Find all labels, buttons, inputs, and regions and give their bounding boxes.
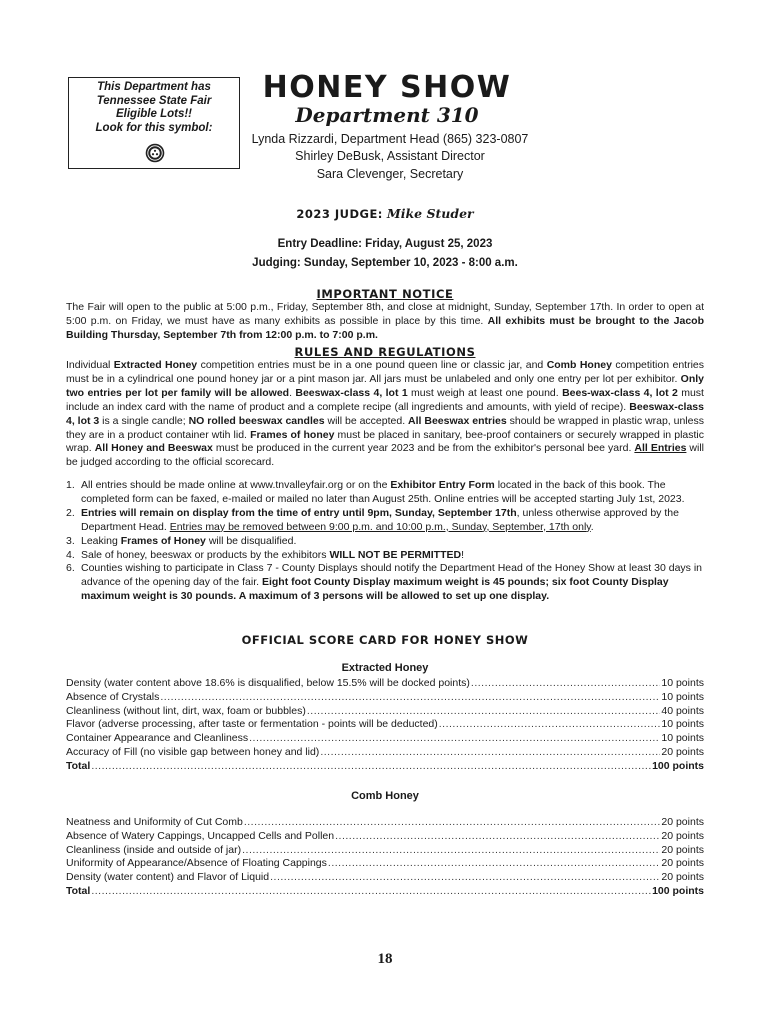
bold-text: Only two entries per lot per family will be allowed bbox=[66, 372, 704, 399]
important-notice-heading: IMPORTANT NOTICE bbox=[316, 287, 454, 301]
state-fair-notice-line: This Department has bbox=[97, 81, 211, 93]
dot-leader bbox=[91, 885, 651, 899]
dot-leader bbox=[328, 857, 660, 871]
text-segment: competition entries must be in a one pound queen line or classic jar, and bbox=[197, 359, 547, 371]
text-segment: Individual bbox=[66, 359, 114, 371]
score-points: 20 points bbox=[661, 843, 704, 856]
dot-leader bbox=[335, 830, 660, 844]
state-fair-notice-line: Look for this symbol: bbox=[95, 121, 213, 134]
score-points: 20 points bbox=[661, 829, 704, 842]
score-points: 20 points bbox=[661, 816, 704, 828]
comb-honey-heading: Comb Honey bbox=[351, 790, 419, 802]
rule-number: 6. bbox=[66, 562, 75, 575]
score-row bbox=[66, 691, 704, 705]
bold-text: Eight foot County Display maximum weight is 45 pounds; six foot County Display maximum weight is 30 pounds. A maximum of 3 persons will be allowed to set up one display. bbox=[81, 576, 669, 603]
rule-item bbox=[66, 549, 706, 563]
text-segment: is a single candle; bbox=[99, 414, 189, 427]
entry-deadline: Entry Deadline: Friday, August 25, 2023 bbox=[277, 238, 493, 250]
score-row bbox=[66, 746, 704, 760]
score-criterion: Cleanliness (inside and outside of jar) bbox=[66, 843, 242, 856]
score-criterion: Density (water content) and Flavor of Liquid bbox=[66, 871, 270, 884]
rule-number: 1. bbox=[66, 479, 75, 491]
state-fair-notice-line: Eligible Lots!! bbox=[115, 108, 193, 120]
score-card-title: OFFICIAL SCORE CARD FOR HONEY SHOW bbox=[241, 633, 529, 647]
page-title: HONEY SHOW bbox=[262, 70, 512, 105]
score-points: 40 points bbox=[661, 704, 704, 717]
dot-leader bbox=[244, 816, 661, 830]
department-number: Department 310 bbox=[295, 103, 479, 127]
extracted-honey-score-table bbox=[66, 677, 704, 774]
rules-heading: RULES AND REGULATIONS bbox=[294, 345, 476, 359]
score-total-label: Total bbox=[66, 759, 91, 772]
bold-text: Frames of Honey bbox=[120, 534, 206, 547]
score-criterion: Uniformity of Appearance/Absence of Floating Cappings bbox=[66, 857, 327, 870]
score-total-row bbox=[66, 885, 704, 899]
rule-item bbox=[66, 507, 706, 535]
text-segment: located in the back of this book. The completed form can be faxed, e-mailed or mailed no later than August 25th. Online entries will be accepted starting July 1st, 2023. bbox=[81, 479, 685, 505]
rule-item bbox=[66, 562, 706, 604]
dot-leader bbox=[439, 718, 661, 732]
score-criterion: Density (water content above 18.6% is disqualified, below 15.5% will be docked points) bbox=[66, 677, 470, 689]
score-row bbox=[66, 705, 704, 719]
dot-leader bbox=[160, 691, 660, 705]
score-row bbox=[66, 871, 704, 885]
text-segment: competition entries must be in a cylindrical one pound honey jar or a pint mason jar. All jars must be unlabeled and only one entry per lot per exhibitor. bbox=[66, 359, 704, 385]
score-criterion: Cleanliness (without lint, dirt, wax, foam or bubbles) bbox=[66, 704, 306, 717]
dot-leader bbox=[471, 677, 660, 691]
score-points: 10 points bbox=[661, 718, 704, 731]
extracted-honey-heading: Extracted Honey bbox=[341, 662, 429, 674]
score-points: 20 points bbox=[661, 871, 704, 884]
judge-label: 2023 JUDGE: bbox=[296, 207, 383, 221]
state-fair-notice-line: Tennessee State Fair bbox=[96, 94, 212, 107]
score-row bbox=[66, 732, 704, 746]
score-points: 10 points bbox=[661, 690, 704, 703]
judge-name: Mike Studer bbox=[386, 206, 474, 221]
dot-leader bbox=[320, 746, 660, 760]
judge-line bbox=[230, 205, 540, 223]
dot-leader bbox=[91, 760, 651, 774]
score-total-row bbox=[66, 760, 704, 774]
bold-text: All Beeswax entries bbox=[408, 414, 507, 427]
score-points: 20 points bbox=[661, 745, 704, 758]
bold-text: Entries will remain on display from the time of entry until 9pm, Sunday, September 17th bbox=[81, 506, 517, 519]
rule-number: 4. bbox=[66, 548, 75, 561]
text-segment: must be placed in sanitary, bee-proof containers or securely wrapped in plastic wrap. bbox=[66, 428, 704, 455]
rule-item bbox=[66, 479, 706, 507]
bold-text: All Entries bbox=[634, 442, 687, 455]
text-segment: . bbox=[590, 520, 594, 533]
text-segment: . bbox=[289, 386, 296, 399]
score-total-points: 100 points bbox=[652, 884, 704, 897]
score-criterion: Container Appearance and Cleanliness bbox=[66, 732, 249, 745]
text-segment: will be disqualified. bbox=[205, 534, 297, 547]
dot-leader bbox=[307, 705, 661, 719]
dot-leader bbox=[242, 844, 660, 858]
score-criterion: Absence of Watery Cappings, Uncapped Cells and Pollen bbox=[66, 829, 335, 842]
rules-paragraph bbox=[66, 359, 704, 470]
important-notice-text bbox=[66, 301, 704, 343]
score-row bbox=[66, 857, 704, 871]
text-segment: All entries should be made online at www.tnvalleyfair.org or on the bbox=[81, 479, 391, 491]
text-segment: will be accepted. bbox=[324, 414, 409, 427]
score-points: 10 points bbox=[661, 732, 704, 745]
important-notice-body: The Fair will open to the public at 5:00 p.m., Friday, September 8th, and close at midnight, Sunday, September 17th. In order to open at 5:00 p.m. on Friday, we must have as many exhibits as possible in place by this time. bbox=[66, 301, 704, 327]
bold-text: WILL NOT BE PERMITTED bbox=[329, 548, 462, 561]
text-segment: must be produced in the current year 2023 and be from the exhibitor's personal bee yard. bbox=[212, 442, 635, 455]
score-criterion: Accuracy of Fill (no visible gap between honey and lid) bbox=[66, 745, 320, 758]
rule-number: 2. bbox=[66, 506, 75, 519]
text-segment: , unless otherwise approved by the Department Head. bbox=[81, 506, 679, 533]
score-criterion: Neatness and Uniformity of Cut Comb bbox=[66, 816, 243, 828]
score-row bbox=[66, 830, 704, 844]
text-segment: should be wrapped in plastic wrap, unless they are in a product container wtih lid. bbox=[66, 414, 704, 441]
page-number: 18 bbox=[377, 951, 393, 967]
department-head: Lynda Rizzardi, Department Head (865) 323-0807 bbox=[251, 132, 529, 146]
score-criterion: Absence of Crystals bbox=[66, 690, 160, 703]
score-points: 20 points bbox=[661, 857, 704, 870]
text-segment: Leaking bbox=[81, 534, 121, 547]
score-criterion: Flavor (adverse processing, after taste or fermentation - points will be deducted) bbox=[66, 718, 438, 731]
text-segment: Sale of honey, beeswax or products by the exhibitors bbox=[81, 548, 330, 561]
rule-item bbox=[66, 535, 706, 549]
bold-text: Extracted Honey bbox=[113, 359, 198, 371]
tennessee-state-seal-icon bbox=[145, 143, 165, 163]
score-row bbox=[66, 816, 704, 830]
judging-date: Judging: Sunday, September 10, 2023 - 8:00 a.m. bbox=[252, 257, 518, 269]
assistant-director: Shirley DeBusk, Assistant Director bbox=[295, 149, 485, 163]
comb-honey-score-table bbox=[66, 816, 704, 899]
bold-text: Bees-wax-class 4, lot 2 bbox=[562, 386, 678, 399]
score-points: 10 points bbox=[661, 677, 704, 689]
score-total-label: Total bbox=[66, 884, 91, 897]
important-notice-bold: All exhibits must be brought to the Jacob Building Thursday, September 7th from 12:00 p.m. to 7:00 p.m. bbox=[66, 314, 705, 341]
bold-text: Beeswax-class 4, lot 3 bbox=[66, 400, 704, 427]
rule-number: 3. bbox=[66, 534, 75, 547]
dot-leader bbox=[270, 871, 660, 885]
score-row bbox=[66, 677, 704, 691]
state-fair-notice-box bbox=[68, 77, 240, 169]
text-segment: ! bbox=[461, 548, 465, 561]
bold-text: Exhibitor Entry Form bbox=[390, 479, 495, 491]
score-row bbox=[66, 718, 704, 732]
bold-text: All Honey and Beeswax bbox=[94, 442, 213, 455]
numbered-rules-list bbox=[66, 479, 706, 604]
text-segment: must weigh at least one pound. bbox=[407, 386, 563, 399]
score-row bbox=[66, 844, 704, 858]
bold-text: Beeswax-class 4, lot 1 bbox=[295, 386, 408, 399]
text-segment: must include an index card with the name of product and a complete recipe (all ingredients and amounts, with yield of recipe). bbox=[66, 386, 704, 413]
text-segment: Counties wishing to participate in Class 7 - County Displays should notify the Department Head of the Honey Show at least 30 days in advance of the opening day of the fair. bbox=[81, 562, 702, 589]
bold-text: Comb Honey bbox=[546, 359, 612, 371]
bold-text: Frames of honey bbox=[250, 428, 335, 441]
bold-text: NO rolled beeswax candles bbox=[188, 414, 325, 427]
secretary: Sara Clevenger, Secretary bbox=[316, 167, 464, 181]
score-total-points: 100 points bbox=[652, 759, 704, 772]
text-segment: Entries may be removed between 9:00 p.m. and 10:00 p.m., Sunday, September, 17th only bbox=[169, 520, 591, 533]
dot-leader bbox=[249, 732, 660, 746]
text-segment: will be judged according to the official scorecard. bbox=[66, 442, 705, 469]
